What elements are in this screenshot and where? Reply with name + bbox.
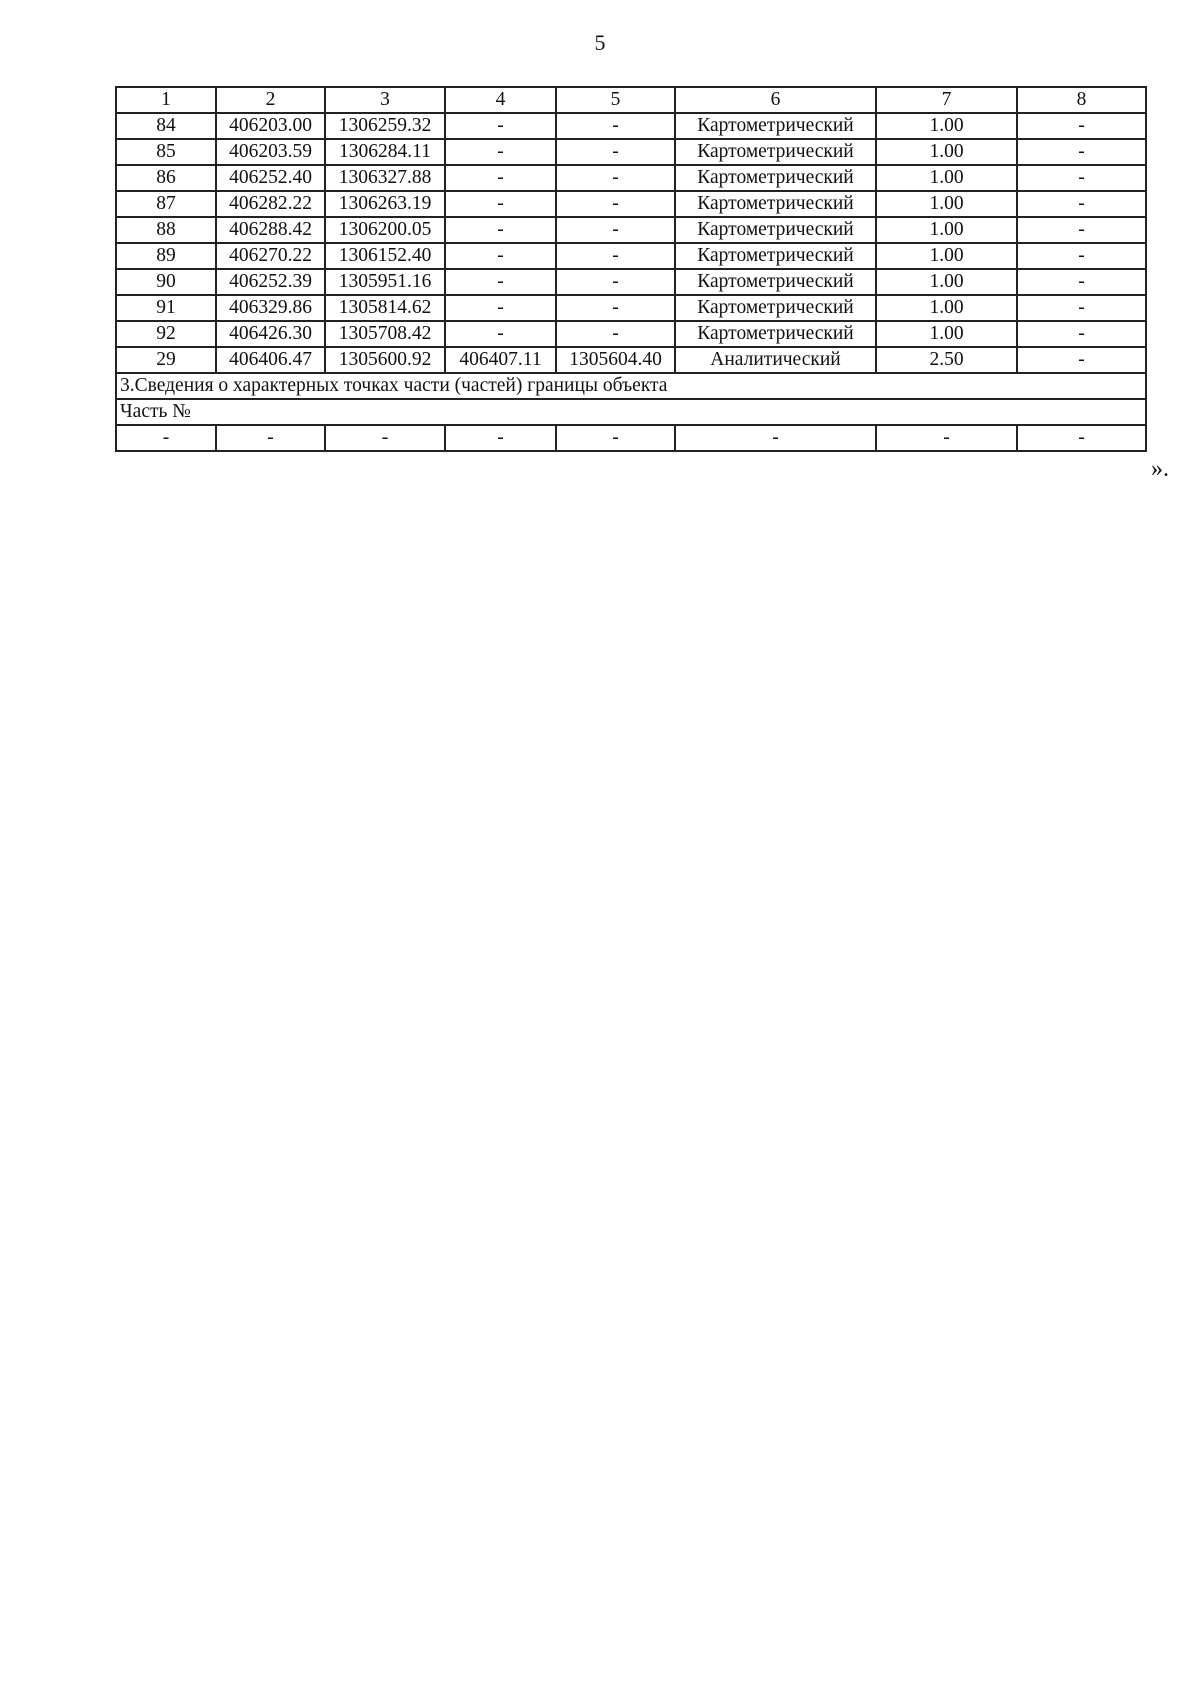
table-cell: 1.00 (876, 191, 1017, 217)
table-cell: - (556, 321, 675, 347)
table-cell: - (1017, 347, 1146, 373)
table-cell: 1305604.40 (556, 347, 675, 373)
table-cell: 406252.40 (216, 165, 325, 191)
table-cell: 1306152.40 (325, 243, 445, 269)
table-cell: 91 (116, 295, 216, 321)
table-cell: Картометрический (675, 321, 876, 347)
table-row (116, 217, 1146, 243)
table-cell: - (1017, 321, 1146, 347)
table-cell: - (1017, 243, 1146, 269)
table-cell: 86 (116, 165, 216, 191)
coordinates-table (115, 86, 1147, 452)
table-cell: Картометрический (675, 165, 876, 191)
table-cell: Картометрический (675, 243, 876, 269)
table-cell: - (1017, 217, 1146, 243)
table-cell: 1305951.16 (325, 269, 445, 295)
table-cell: 406203.59 (216, 139, 325, 165)
table-cell: 406203.00 (216, 113, 325, 139)
table-cell: 88 (116, 217, 216, 243)
table-cell: 1306259.32 (325, 113, 445, 139)
table-cell: 1.00 (876, 217, 1017, 243)
table-cell: - (445, 165, 556, 191)
table-cell: - (1017, 165, 1146, 191)
table-cell: 1.00 (876, 165, 1017, 191)
table-cell: 87 (116, 191, 216, 217)
table-cell: 1305708.42 (325, 321, 445, 347)
table-cell: - (556, 139, 675, 165)
table-row (116, 243, 1146, 269)
table-cell: 2.50 (876, 347, 1017, 373)
table-cell: Картометрический (675, 113, 876, 139)
table-cell: - (445, 243, 556, 269)
table-cell: 90 (116, 269, 216, 295)
table-cell: 85 (116, 139, 216, 165)
table-cell: Картометрический (675, 217, 876, 243)
section-heading-row-text: 3.Сведения о характерных точках части (частей) границы объекта (116, 373, 1146, 399)
table-cell: 1.00 (876, 113, 1017, 139)
table-row (116, 295, 1146, 321)
table-row (116, 139, 1146, 165)
table-row (116, 321, 1146, 347)
table-cell: 1305814.62 (325, 295, 445, 321)
table-cell: 406426.30 (216, 321, 325, 347)
table-cell: - (445, 295, 556, 321)
table-cell: - (675, 425, 876, 451)
table-cell: 2 (216, 87, 325, 113)
table-cell: 406282.22 (216, 191, 325, 217)
table-row (116, 113, 1146, 139)
table-cell: 6 (675, 87, 876, 113)
table-cell: 1.00 (876, 139, 1017, 165)
part-label-row (116, 399, 1146, 425)
table-cell: 1.00 (876, 243, 1017, 269)
table-cell: - (876, 425, 1017, 451)
table-cell: - (556, 217, 675, 243)
table-cell: 406252.39 (216, 269, 325, 295)
table-cell: 92 (116, 321, 216, 347)
table-cell: Картометрический (675, 139, 876, 165)
table-row (116, 425, 1146, 451)
table-cell: 1 (116, 87, 216, 113)
table-cell: - (1017, 113, 1146, 139)
table-cell: 1305600.92 (325, 347, 445, 373)
table-cell: - (1017, 191, 1146, 217)
part-label-row-text: Часть № (116, 399, 1146, 425)
table-cell: Аналитический (675, 347, 876, 373)
table-cell: - (1017, 295, 1146, 321)
table-cell: - (445, 191, 556, 217)
table-cell: - (445, 139, 556, 165)
table-cell: Картометрический (675, 295, 876, 321)
table-row (116, 191, 1146, 217)
table-cell: - (445, 425, 556, 451)
table-cell: - (445, 217, 556, 243)
table-cell: - (556, 165, 675, 191)
table-cell: - (556, 425, 675, 451)
table-cell: 406406.47 (216, 347, 325, 373)
table-cell: 406407.11 (445, 347, 556, 373)
table-cell: - (325, 425, 445, 451)
table-cell: - (556, 191, 675, 217)
table-cell: - (216, 425, 325, 451)
table-cell: 5 (556, 87, 675, 113)
page-number: 5 (594, 30, 606, 55)
table-cell: 1306263.19 (325, 191, 445, 217)
table-cell: 1.00 (876, 295, 1017, 321)
table-cell: 1.00 (876, 269, 1017, 295)
table-cell: 1306200.05 (325, 217, 445, 243)
table-cell: 406329.86 (216, 295, 325, 321)
table-cell: - (445, 113, 556, 139)
table-cell: 84 (116, 113, 216, 139)
table-cell: - (556, 243, 675, 269)
table-cell: - (1017, 425, 1146, 451)
table-cell: - (556, 295, 675, 321)
table-cell: Картометрический (675, 269, 876, 295)
table-row (116, 165, 1146, 191)
table-cell: - (116, 425, 216, 451)
table-row (116, 269, 1146, 295)
closing-quote-mark: ». (1151, 456, 1169, 482)
table-cell: 406270.22 (216, 243, 325, 269)
table-cell: 1.00 (876, 321, 1017, 347)
table-cell: 89 (116, 243, 216, 269)
table-cell: 4 (445, 87, 556, 113)
table-cell: - (556, 113, 675, 139)
table-cell: 3 (325, 87, 445, 113)
table-cell: Картометрический (675, 191, 876, 217)
table-cell: - (556, 269, 675, 295)
table-cell: 7 (876, 87, 1017, 113)
column-number-row (116, 87, 1146, 113)
table-cell: 406288.42 (216, 217, 325, 243)
section-heading-row (116, 373, 1146, 399)
table-cell: - (445, 321, 556, 347)
table-cell: 1306284.11 (325, 139, 445, 165)
table-cell: 1306327.88 (325, 165, 445, 191)
table-cell: - (1017, 139, 1146, 165)
table-cell: 29 (116, 347, 216, 373)
table-cell: - (1017, 269, 1146, 295)
table-cell: - (445, 269, 556, 295)
table-row (116, 347, 1146, 373)
table-cell: 8 (1017, 87, 1146, 113)
